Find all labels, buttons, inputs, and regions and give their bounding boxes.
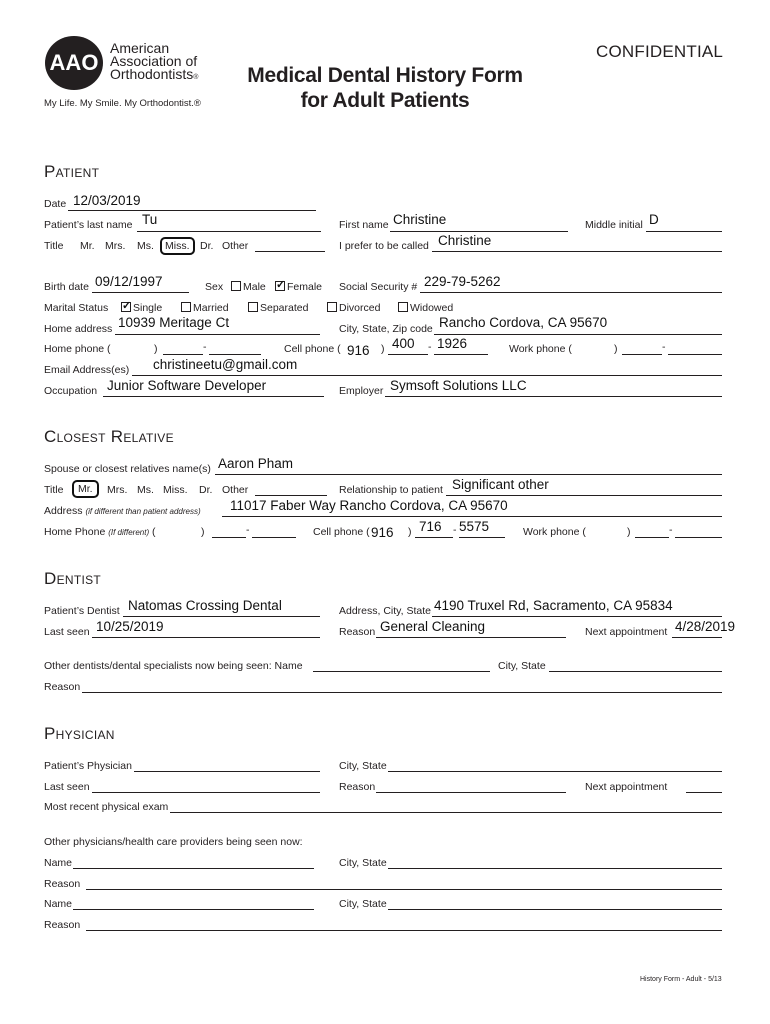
relative-title-ms[interactable]: Ms.: [137, 484, 154, 496]
other-dentists-reason-line[interactable]: [82, 692, 722, 693]
relative-title-other[interactable]: Other: [222, 484, 249, 496]
other-dentists-city-line[interactable]: [549, 671, 722, 672]
relative-home-phone-label: Home Phone (If different) (: [44, 526, 156, 538]
birth-date-field[interactable]: 09/12/1997: [95, 274, 163, 289]
relative-cell-dash: -: [453, 524, 457, 536]
confidential-label: CONFIDENTIAL: [596, 42, 724, 61]
dentist-reason-label: Reason: [339, 626, 376, 638]
dentist-line: [123, 616, 320, 617]
employer-line: [385, 396, 722, 397]
title-option-other[interactable]: Other: [222, 240, 249, 252]
first-name-label: First name: [339, 219, 389, 231]
other-dentists-city-label: City, State: [498, 660, 546, 672]
relative-name-line: [215, 474, 722, 475]
home-phone-paren: ): [154, 343, 158, 355]
relative-work-prefix-line[interactable]: [635, 537, 669, 538]
dentist-next-line: [672, 637, 722, 638]
relative-title-other-line: [255, 495, 327, 496]
relative-work-phone-paren: ): [627, 526, 631, 538]
marital-married-checkbox[interactable]: [181, 302, 191, 312]
relative-cell-prefix-line: [415, 537, 453, 538]
sex-female-checkbox[interactable]: [275, 281, 285, 291]
physician-reason-line[interactable]: [376, 792, 566, 793]
cell-phone-prefix-line: [388, 354, 428, 355]
physician-label: Patient’s Physician: [44, 760, 132, 772]
relative-cell-paren: ): [408, 526, 412, 538]
last-name-field[interactable]: Tu: [142, 212, 158, 227]
relative-title-dr[interactable]: Dr.: [199, 484, 213, 496]
relative-work-phone-label: Work phone (: [523, 526, 586, 538]
marital-divorced-checkbox[interactable]: [327, 302, 337, 312]
cell-phone-dash: -: [428, 341, 432, 353]
home-address-label: Home address: [44, 323, 113, 335]
section-dentist: Dentist: [44, 569, 102, 588]
home-phone-line-line[interactable]: [209, 354, 261, 355]
title-label: Title: [44, 240, 64, 252]
middle-initial-field[interactable]: D: [649, 212, 659, 227]
dentist-last-seen-line: [92, 637, 320, 638]
relative-cell-line-line: [459, 537, 505, 538]
logo-text: AAO: [49, 50, 99, 75]
city-state-zip-label: City, State, Zip code: [339, 323, 433, 335]
org-line-2: Association of: [110, 53, 198, 69]
dentist-next-label: Next appointment: [585, 626, 668, 638]
physician-next-label: Next appointment: [585, 781, 668, 793]
middle-initial-line: [646, 231, 722, 232]
title-option-mr[interactable]: Mr.: [80, 240, 95, 252]
home-phone-dash: -: [203, 341, 207, 353]
dentist-address-line: [432, 616, 722, 617]
cell-phone-paren: ): [381, 343, 385, 355]
title-other-line: [255, 251, 325, 252]
marital-widowed-checkbox[interactable]: [398, 302, 408, 312]
dentist-reason-line: [376, 637, 566, 638]
work-phone-dash: -: [662, 341, 666, 353]
marital-single-checkbox[interactable]: [121, 302, 131, 312]
physician-last-seen-label: Last seen: [44, 781, 90, 793]
title-option-ms[interactable]: Ms.: [137, 240, 154, 252]
dentist-address-field[interactable]: 4190 Truxel Rd, Sacramento, CA 95834: [434, 598, 673, 613]
relative-home-phone-paren: ): [201, 526, 205, 538]
recent-exam-line[interactable]: [170, 812, 722, 813]
dentist-field[interactable]: Natomas Crossing Dental: [128, 598, 282, 613]
first-name-field[interactable]: Christine: [393, 212, 447, 227]
aao-logo: [44, 34, 104, 92]
physician-city-label: City, State: [339, 760, 387, 772]
home-phone-label: Home phone (: [44, 343, 111, 355]
relative-address-field[interactable]: 11017 Faber Way Rancho Cordova, CA 95670: [230, 498, 508, 513]
relative-title-mrs[interactable]: Mrs.: [107, 484, 128, 496]
relative-name-field[interactable]: Aaron Pham: [218, 456, 294, 471]
date-field[interactable]: 12/03/2019: [73, 193, 141, 208]
dentist-reason-field[interactable]: General Cleaning: [380, 619, 486, 634]
dentist-label: Patient’s Dentist: [44, 605, 120, 617]
relative-home-phone-line-line[interactable]: [252, 537, 296, 538]
sex-male-option[interactable]: Male: [231, 281, 266, 293]
work-phone-prefix-line[interactable]: [622, 354, 662, 355]
marital-married-option[interactable]: Married: [181, 302, 229, 314]
email-label: Email Address(es): [44, 364, 130, 376]
tagline: My Life. My Smile. My Orthodontist.®: [44, 98, 201, 109]
work-phone-label: Work phone (: [509, 343, 572, 355]
ssn-field[interactable]: 229-79-5262: [424, 274, 501, 289]
other-dentists-reason-label: Reason: [44, 681, 81, 693]
marital-separated-option[interactable]: Separated: [248, 302, 308, 314]
home-address-field[interactable]: 10939 Meritage Ct: [118, 315, 230, 330]
city-state-zip-field[interactable]: Rancho Cordova, CA 95670: [439, 315, 608, 330]
org-line-3: Orthodontists®: [110, 66, 199, 82]
footer-text: History Form - Adult - 5/13: [640, 976, 722, 983]
relationship-label: Relationship to patient: [339, 484, 443, 496]
other-physicians-label: Other physicians/health care providers being seen now:: [44, 836, 303, 848]
date-label: Date: [44, 198, 67, 210]
home-phone-prefix-line[interactable]: [163, 354, 203, 355]
relative-title-mr-selected[interactable]: Mr.: [72, 480, 99, 498]
last-name-label: Patient’s last name: [44, 219, 133, 231]
work-phone-line-line[interactable]: [668, 354, 722, 355]
relative-cell-phone-label: Cell phone (: [313, 526, 370, 538]
cell-phone-label: Cell phone (: [284, 343, 341, 355]
other-physician-name-line[interactable]: [73, 868, 314, 869]
relative-home-phone-dash: -: [246, 524, 250, 536]
work-phone-paren: ): [614, 343, 618, 355]
birth-date-line: [92, 292, 189, 293]
title-option-miss-selected[interactable]: Miss.: [160, 237, 195, 255]
marital-widowed-option[interactable]: Widowed: [398, 302, 453, 314]
physician-next-line[interactable]: [686, 792, 722, 793]
physician-reason-label: Reason: [339, 781, 376, 793]
org-line-1: American: [110, 40, 170, 56]
ssn-label: Social Security #: [339, 281, 418, 293]
email-line: [132, 375, 722, 376]
cell-phone-line-field[interactable]: 1926: [437, 336, 468, 351]
marital-single-option[interactable]: ✓ Single: [121, 302, 162, 314]
city-state-zip-line: [434, 334, 722, 335]
relative-title-miss[interactable]: Miss.: [163, 484, 188, 496]
physician-line[interactable]: [134, 771, 320, 772]
relative-title-label: Title: [44, 484, 64, 496]
middle-initial-label: Middle initial: [585, 219, 643, 231]
title-option-mrs[interactable]: Mrs.: [105, 240, 126, 252]
title-option-dr[interactable]: Dr.: [200, 240, 214, 252]
section-patient: Patient: [44, 162, 100, 181]
home-address-line: [115, 334, 320, 335]
sex-label: Sex: [205, 281, 224, 293]
cell-phone-prefix-field[interactable]: 400: [392, 336, 415, 351]
prefer-line: [432, 251, 722, 252]
physician-city-line[interactable]: [388, 771, 722, 772]
sex-male-checkbox[interactable]: [231, 281, 241, 291]
prefer-field[interactable]: Christine: [438, 233, 492, 248]
relative-cell-prefix-field[interactable]: 716: [419, 519, 442, 534]
dentist-last-seen-field[interactable]: 10/25/2019: [96, 619, 164, 634]
cell-phone-line-line: [434, 354, 488, 355]
other-physician-2-reason-label: Reason: [44, 919, 81, 931]
occupation-line: [103, 396, 324, 397]
date-line: [68, 210, 316, 211]
dentist-next-field[interactable]: 4/28/2019: [675, 619, 736, 634]
relative-name-label: Spouse or closest relatives name(s): [44, 463, 211, 475]
other-physician-reason-label: Reason: [44, 878, 81, 890]
cell-phone-area-field[interactable]: 916: [347, 343, 370, 358]
employer-label: Employer: [339, 385, 384, 397]
relative-home-phone-prefix-line[interactable]: [212, 537, 246, 538]
email-field[interactable]: christineetu@gmail.com: [153, 357, 298, 372]
last-name-line: [137, 231, 321, 232]
recent-exam-label: Most recent physical exam: [44, 801, 169, 813]
other-physician-2-city-line[interactable]: [388, 909, 722, 910]
relative-address-line: [222, 516, 722, 517]
section-closest-relative: Closest Relative: [44, 427, 174, 446]
relative-address-label: Address (if different than patient address): [44, 505, 201, 517]
other-physician-2-name-label: Name: [44, 898, 73, 910]
physician-last-seen-line[interactable]: [92, 792, 320, 793]
relationship-field[interactable]: Significant other: [452, 477, 549, 492]
other-physician-reason-line[interactable]: [86, 889, 722, 890]
occupation-label: Occupation: [44, 385, 98, 397]
relative-cell-line-field[interactable]: 5575: [459, 519, 490, 534]
other-dentists-name-line[interactable]: [313, 671, 490, 672]
relative-work-dash: -: [669, 524, 673, 536]
relationship-line: [446, 495, 722, 496]
marital-label: Marital Status: [44, 302, 109, 314]
birth-date-label: Birth date: [44, 281, 89, 293]
relative-work-line-line[interactable]: [675, 537, 722, 538]
page-title: Medical Dental History Form for Adult Patients: [247, 64, 523, 112]
ssn-line: [420, 292, 722, 293]
other-physician-2-name-line[interactable]: [73, 909, 314, 910]
occupation-field[interactable]: Junior Software Developer: [107, 378, 267, 393]
first-name-line: [390, 231, 568, 232]
other-physician-city-line[interactable]: [388, 868, 722, 869]
relative-cell-area-field[interactable]: 916: [371, 525, 394, 540]
other-physician-name-label: Name: [44, 857, 73, 869]
other-physician-city-label: City, State: [339, 857, 387, 869]
sex-female-option[interactable]: ✓ Female: [275, 281, 322, 293]
dentist-address-label: Address, City, State: [339, 605, 432, 617]
other-physician-2-reason-line[interactable]: [86, 930, 722, 931]
prefer-label: I prefer to be called: [339, 240, 429, 252]
section-physician: Physician: [44, 724, 115, 743]
dentist-last-seen-label: Last seen: [44, 626, 90, 638]
org-name: [110, 42, 198, 84]
other-dentists-label: Other dentists/dental specialists now being seen: Name: [44, 660, 303, 672]
marital-divorced-option[interactable]: Divorced: [327, 302, 380, 314]
other-physician-2-city-label: City, State: [339, 898, 387, 910]
employer-field[interactable]: Symsoft Solutions LLC: [390, 378, 527, 393]
marital-separated-checkbox[interactable]: [248, 302, 258, 312]
